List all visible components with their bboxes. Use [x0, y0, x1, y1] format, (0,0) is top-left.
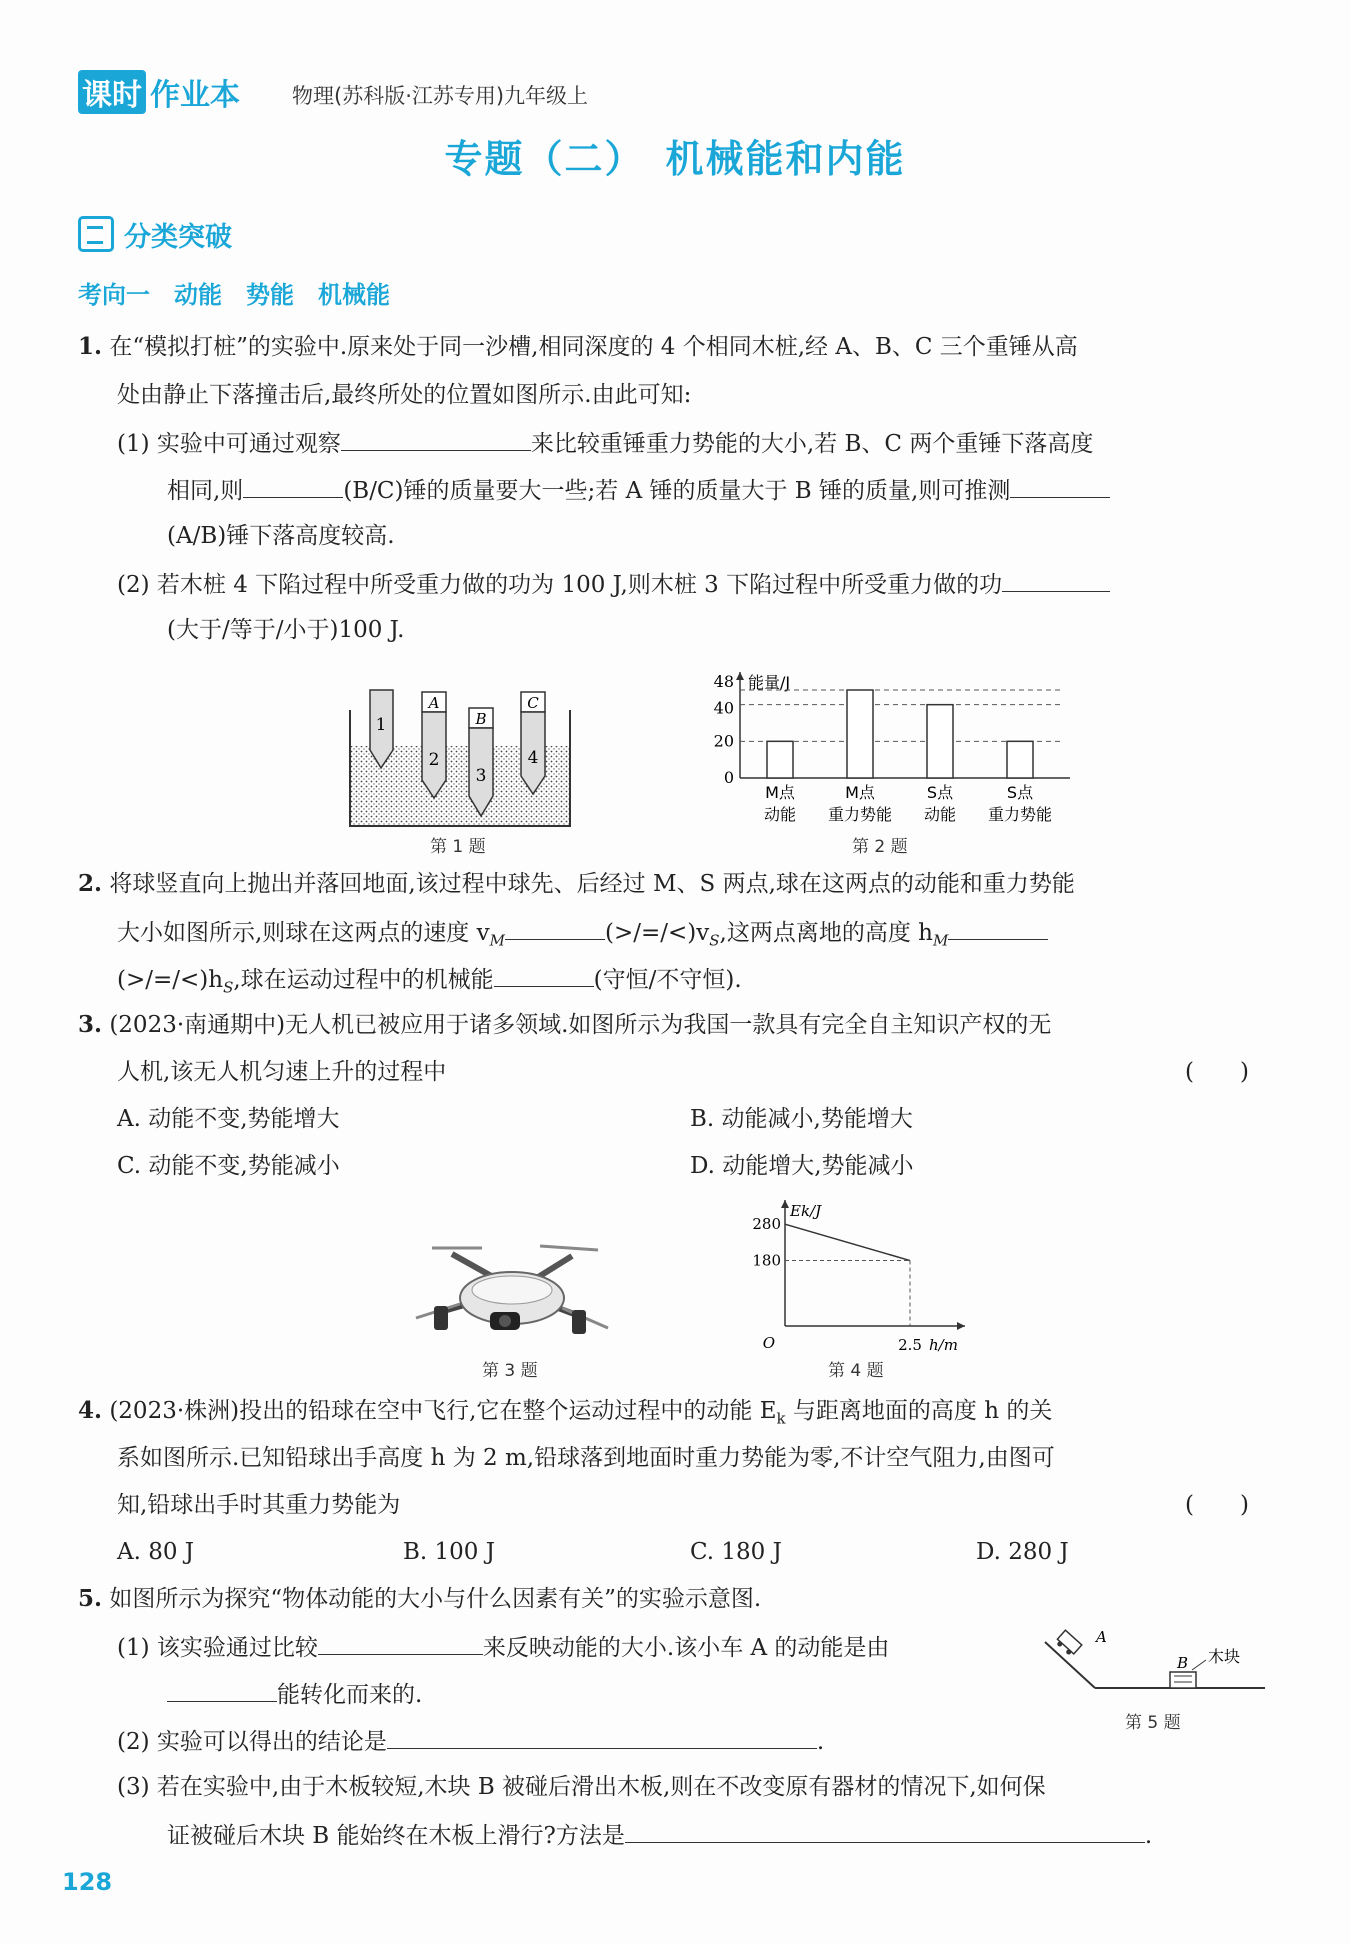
y-axis-arrow — [736, 672, 744, 680]
q5-blank-method[interactable] — [625, 1820, 1145, 1843]
ek-line — [785, 1224, 910, 1260]
fig4-caption: 第 4 题 — [828, 1361, 884, 1381]
logo-box: 课时 — [78, 70, 146, 114]
bar-3 — [927, 705, 953, 778]
q5-blank-energy-source[interactable] — [167, 1679, 277, 1702]
q1-line1 — [78, 333, 1078, 361]
q2-number: 2. — [78, 870, 103, 897]
category-label: 动能 — [763, 805, 797, 824]
y-axis-arrow — [781, 1200, 789, 1208]
category-label: M点 — [845, 783, 875, 802]
q1-part1-line1 — [117, 428, 1093, 458]
q1-blank-work[interactable] — [1002, 569, 1110, 592]
q5-blank-compare[interactable] — [318, 1632, 483, 1655]
q3-number: 3. — [78, 1011, 103, 1038]
svg-text:C: C — [527, 694, 539, 712]
block-b — [1170, 1672, 1196, 1688]
q5-part1-line2 — [167, 1679, 422, 1709]
x-axis-arrow — [957, 1322, 965, 1330]
q5-p1c: 能转化而来的. — [277, 1682, 423, 1708]
q3-option-a[interactable]: A. 动能不变,势能增大 — [117, 1106, 340, 1132]
hammer-a — [422, 692, 446, 712]
q1-p2a: (2) 若木桩 4 下陷过程中所受重力做的功为 100 J,则木桩 3 下陷过程中所受重力做的功 — [117, 572, 1003, 598]
fig1-caption: 第 1 题 — [430, 837, 486, 857]
y-axis-label: 能量/J — [748, 673, 791, 692]
q5-part3-line1: (3) 若在实验中,由于木板较短,木块 B 被碰后滑出木板,则在不改变原有器材的情况下,如何保 — [117, 1774, 1046, 1800]
q1-p1b: 来比较重锤重力势能的大小,若 B、C 两个重锤下落高度 — [530, 431, 1094, 457]
q3-option-b[interactable]: B. 动能减小,势能增大 — [690, 1106, 913, 1132]
q1-p1d: (B/C)锤的质量要大一些;若 A 锤的质量大于 B 锤的质量,则可推测 — [343, 478, 1011, 504]
y-tick-label: 0 — [723, 768, 734, 787]
svg-text:A: A — [428, 694, 440, 712]
hammer-c — [521, 692, 545, 712]
category-label: S点 — [926, 783, 954, 802]
bar-1 — [767, 741, 793, 778]
q5-number: 5. — [78, 1585, 103, 1612]
topic-heading: 考向一 动能 势能 机械能 — [78, 281, 390, 309]
svg-text:2: 2 — [428, 750, 440, 770]
category-label: 动能 — [923, 805, 957, 824]
stake-2 — [422, 712, 446, 798]
fig5-caption: 第 5 题 — [1125, 1713, 1181, 1733]
bar-4 — [1007, 741, 1033, 778]
q3-line1 — [78, 1011, 1051, 1039]
category-label: M点 — [765, 783, 795, 802]
q3-line2: 人机,该无人机匀速上升的过程中 — [117, 1059, 447, 1085]
q2-l2b: (>/=/<)v — [604, 920, 710, 946]
q4-option-b[interactable]: B. 100 J — [403, 1539, 495, 1565]
stake-3 — [469, 728, 493, 816]
y-axis-label: Ek/J — [790, 1202, 822, 1220]
fig3-caption: 第 3 题 — [482, 1361, 538, 1381]
q1-text1: 在“模拟打桩”的实验中.原来处于同一沙槽,相同深度的 4 个相同木桩,经 A、B、C 三个重锤从高 — [109, 334, 1078, 360]
header-subtitle: 物理(苏科版·江苏专用)九年级上 — [292, 84, 589, 108]
q1-number: 1. — [78, 333, 103, 360]
q4-option-a[interactable]: A. 80 J — [117, 1539, 195, 1565]
page-title: 专题（二） 机械能和内能 — [444, 137, 906, 181]
y-tick-label: 40 — [713, 698, 734, 718]
fig5-ramp-diagram — [1040, 1620, 1270, 1700]
x-tick-label: 2.5 — [898, 1336, 922, 1354]
hammer-b — [469, 708, 493, 728]
fig2-energy-bar-chart — [670, 660, 1090, 830]
x-axis-label: h/m — [929, 1336, 958, 1354]
q2-blank-speed[interactable] — [505, 917, 605, 940]
label-a: A — [1096, 1628, 1107, 1646]
y-tick-label: 48 — [713, 672, 734, 691]
fig4-ek-h-chart — [740, 1192, 990, 1362]
category-label: S点 — [1006, 783, 1034, 802]
q2-line1 — [78, 870, 1075, 898]
category-label: 重力势能 — [987, 805, 1053, 824]
q3-option-d[interactable]: D. 动能增大,势能减小 — [690, 1153, 914, 1179]
stake-4 — [521, 712, 545, 794]
q2-l3a: (>/=/<)h — [117, 967, 224, 993]
q4-sub-k: k — [776, 1409, 786, 1428]
svg-text:3: 3 — [475, 766, 487, 786]
label-block: 木块 — [1208, 1647, 1241, 1666]
q5-p2: (2) 实验可以得出的结论是 — [117, 1729, 387, 1755]
q4-number: 4. — [78, 1397, 103, 1424]
q4-line2: 系如图所示.已知铅球出手高度 h 为 2 m,铅球落到地面时重力势能为零,不计空气阻力,由图可 — [117, 1445, 1055, 1471]
q5-part1-line1 — [117, 1632, 889, 1662]
logo-text: 作业本 — [150, 78, 240, 113]
q2-l2c: ,这两点离地的高度 h — [719, 920, 933, 946]
q5-p1a: (1) 该实验通过比较 — [117, 1635, 318, 1661]
origin-label: O — [762, 1334, 775, 1352]
q1-part2-line2: (大于/等于/小于)100 J. — [167, 617, 405, 643]
q1-line2: 处由静止下落撞击后,最终所处的位置如图所示.由此可知: — [117, 382, 692, 408]
q1-blank-observe[interactable] — [341, 428, 531, 451]
q2-blank-height[interactable] — [948, 917, 1048, 940]
svg-text:4: 4 — [527, 748, 539, 768]
q2-l2a: 大小如图所示,则球在这两点的速度 v — [117, 920, 490, 946]
q4-option-d[interactable]: D. 280 J — [976, 1539, 1069, 1565]
q3-answer-paren[interactable]: ( ) — [1185, 1059, 1249, 1085]
q5-part2 — [117, 1726, 824, 1756]
q2-sub-m: M — [489, 931, 505, 950]
q1-part1-line3: (A/B)锤下落高度较高. — [167, 523, 395, 549]
label-b: B — [1177, 1654, 1189, 1672]
q1-p1c: 相同,则 — [167, 478, 244, 504]
q5-text1: 如图所示为探究“物体动能的大小与什么因素有关”的实验示意图. — [109, 1586, 762, 1612]
q2-blank-energy[interactable] — [494, 964, 594, 987]
q1-p1a: (1) 实验中可通过观察 — [117, 431, 341, 457]
q2-l3c: (守恒/不守恒). — [593, 967, 742, 993]
q5-p3end: . — [1144, 1823, 1153, 1849]
q4-line3: 知,铅球出手时其重力势能为 — [117, 1492, 401, 1518]
q2-text1: 将球竖直向上抛出并落回地面,该过程中球先、后经过 M、S 两点,球在这两点的动能和重力势能 — [109, 871, 1075, 897]
q4-text1b: 与距离地面的高度 h 的关 — [785, 1398, 1053, 1424]
section-book-icon — [78, 216, 114, 252]
q5-part3-line2 — [167, 1820, 1152, 1850]
category-label: 重力势能 — [827, 805, 893, 824]
svg-text:1: 1 — [375, 715, 387, 735]
q4-text1: (2023·株洲)投出的铅球在空中飞行,它在整个运动过程中的动能 E — [109, 1398, 777, 1424]
header-logo — [78, 70, 240, 114]
q3-option-c[interactable]: C. 动能不变,势能减小 — [117, 1153, 340, 1179]
page-number: 128 — [62, 1868, 113, 1896]
q5-blank-conclusion[interactable] — [387, 1726, 817, 1749]
fig3-drone-image — [412, 1232, 612, 1347]
section-label: 分类突破 — [124, 222, 232, 253]
q1-blank-height[interactable] — [1010, 475, 1110, 498]
q4-option-c[interactable]: C. 180 J — [690, 1539, 782, 1565]
q1-part1-line2 — [167, 475, 1110, 505]
q5-p2end: . — [816, 1729, 825, 1755]
q2-line3 — [117, 964, 742, 1002]
q3-text1: (2023·南通期中)无人机已被应用于诸多领域.如图所示为我国一款具有完全自主知识产权的无 — [109, 1012, 1052, 1038]
fig2-caption: 第 2 题 — [852, 837, 908, 857]
q2-sub-s: S — [709, 931, 720, 950]
q2-l3b: ,球在运动过程中的机械能 — [233, 967, 494, 993]
section-heading — [78, 215, 232, 254]
svg-text:B: B — [475, 710, 487, 728]
q4-line1 — [78, 1397, 1052, 1433]
y-tick-label: 180 — [752, 1251, 781, 1270]
q4-answer-paren[interactable]: ( ) — [1185, 1492, 1249, 1518]
q2-sub-m2: M — [932, 931, 949, 950]
q5-p3b: 证被碰后木块 B 能始终在木板上滑行?方法是 — [167, 1823, 625, 1849]
q5-line1 — [78, 1585, 761, 1613]
q2-sub-s2: S — [223, 978, 234, 997]
q1-part2-line1 — [117, 569, 1110, 599]
y-tick-label: 20 — [713, 731, 734, 751]
q1-blank-mass[interactable] — [243, 475, 343, 498]
y-tick-label: 280 — [752, 1215, 781, 1234]
bar-2 — [847, 690, 873, 778]
q5-p1b: 来反映动能的大小.该小车 A 的动能是由 — [482, 1635, 890, 1661]
q2-line2 — [117, 917, 1048, 955]
stake-1 — [370, 690, 393, 768]
